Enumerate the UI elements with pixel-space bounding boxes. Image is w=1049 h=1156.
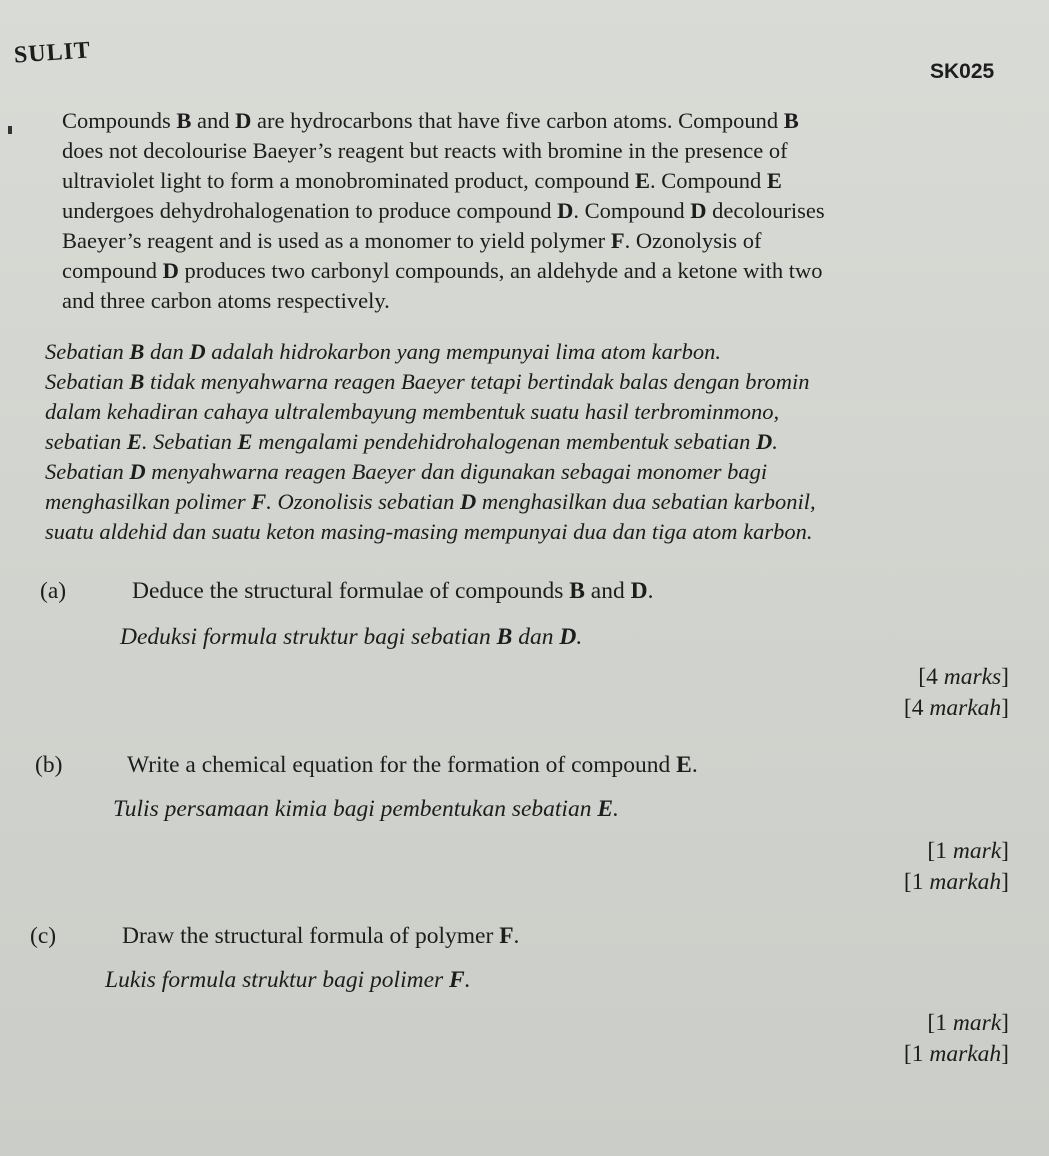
text-run: Baeyer’s reagent and is used as a monomer to yield polymer	[62, 228, 611, 253]
text-run: ultraviolet light to form a monobrominated product, compound	[62, 168, 636, 193]
marks-bracket: ]	[1001, 869, 1009, 895]
compound-label: E	[597, 796, 614, 822]
text-run: Deduksi formula struktur bagi sebatian	[120, 624, 497, 650]
compound-label: D	[630, 578, 648, 604]
compound-label: B	[569, 578, 585, 604]
compound-label: E	[676, 752, 692, 778]
marks-word: mark	[952, 1010, 1002, 1036]
question-label: (a)	[40, 578, 67, 604]
text-run: .	[772, 429, 778, 454]
text-run: menghasilkan dua sebatian karbonil,	[476, 489, 816, 514]
marks-bracket: ]	[1001, 1041, 1009, 1067]
marks-word: markah	[929, 1041, 1002, 1067]
text-run: tidak menyahwarna reagen Baeyer tetapi bertindak balas dengan bromin	[144, 369, 810, 394]
question-a	[40, 578, 653, 605]
question-a-malay	[120, 624, 582, 651]
text-line	[45, 487, 1030, 517]
compound-label: E	[635, 168, 651, 193]
text-run: .	[513, 923, 520, 949]
course-code: SK025	[930, 60, 995, 83]
marks-bracket: ]	[1001, 664, 1009, 690]
text-line	[45, 397, 1030, 427]
question-c	[30, 923, 519, 950]
marks-bracket: ]	[1001, 695, 1009, 721]
compound-label: D	[129, 459, 146, 484]
text-run: dan	[144, 339, 190, 364]
intro-english	[62, 106, 992, 316]
compound-label: E	[766, 168, 782, 193]
marks-number: [4	[918, 664, 944, 690]
compound-label: E	[126, 429, 142, 454]
marks-word: marks	[943, 664, 1002, 690]
compound-label: B	[783, 108, 799, 133]
text-run: .	[691, 752, 698, 778]
text-run: Tulis persamaan kimia bagi pembentukan sebatian	[113, 796, 598, 822]
text-line	[62, 106, 992, 136]
text-run: Draw the structural formula of polymer	[122, 923, 500, 949]
text-line	[62, 136, 992, 166]
marks-number: [1	[903, 869, 930, 895]
text-run: dalam kehadiran cahaya ultralembayung membentuk suatu hasil terbrominmono,	[45, 399, 780, 424]
text-run: .	[576, 624, 583, 650]
text-line	[62, 226, 992, 256]
text-run: sebatian	[45, 429, 127, 454]
compound-label: F	[251, 489, 267, 514]
question-b-markah	[904, 869, 1009, 896]
text-run: and	[191, 108, 236, 133]
compound-label: D	[162, 258, 179, 283]
text-run: Sebatian	[45, 339, 130, 364]
header-sulit: SULIT	[13, 37, 92, 69]
compound-label: B	[129, 369, 145, 394]
text-run: dan	[512, 624, 560, 650]
text-line	[45, 517, 1030, 547]
question-a-marks	[918, 664, 1009, 691]
marks-word: mark	[952, 838, 1002, 864]
text-run: produces two carbonyl compounds, an aldehyde and a ketone with two	[178, 258, 823, 283]
margin-mark	[8, 126, 12, 134]
question-c-malay	[105, 967, 471, 994]
text-run: mengalami pendehidrohalogenan membentuk sebatian	[252, 429, 756, 454]
text-run: Sebatian	[45, 459, 130, 484]
compound-label: D	[559, 624, 577, 650]
question-b-marks	[927, 838, 1009, 865]
marks-bracket: ]	[1001, 838, 1009, 864]
marks-word: markah	[929, 695, 1002, 721]
question-label: (b)	[35, 752, 63, 778]
marks-number: [1	[903, 1041, 930, 1067]
text-run: undergoes dehydrohalogenation to produce compound	[62, 198, 558, 223]
compound-label: D	[690, 198, 707, 223]
text-run: compound	[62, 258, 163, 283]
compound-label: D	[755, 429, 773, 454]
marks-bracket: ]	[1001, 1010, 1009, 1036]
compound-label: E	[237, 429, 253, 454]
marks-number: [4	[903, 695, 930, 721]
text-run: adalah hidrokarbon yang mempunyai lima atom karbon.	[205, 339, 722, 364]
text-run: . Compound	[573, 198, 691, 223]
marks-number: [1	[927, 1010, 953, 1036]
text-run: and three carbon atoms respectively.	[62, 288, 390, 313]
text-line	[62, 256, 992, 286]
marks-number: [1	[927, 838, 953, 864]
intro-malay	[45, 337, 1030, 547]
text-run: Lukis formula struktur bagi polimer	[105, 967, 450, 993]
marks-word: markah	[929, 869, 1002, 895]
question-c-markah	[904, 1041, 1009, 1068]
compound-label: B	[129, 339, 145, 364]
question-label: (c)	[30, 923, 57, 949]
compound-label: D	[460, 489, 477, 514]
text-line	[62, 286, 992, 316]
compound-label: B	[176, 108, 192, 133]
text-line	[45, 427, 1030, 457]
text-line	[62, 196, 992, 226]
text-line	[45, 367, 1030, 397]
text-run: are hydrocarbons that have five carbon atoms. Compound	[251, 108, 784, 133]
question-c-marks	[927, 1010, 1009, 1037]
compound-label: D	[189, 339, 206, 364]
text-line	[62, 166, 992, 196]
text-run: suatu aldehid dan suatu keton masing-masing mempunyai dua dan tiga atom karbon.	[45, 519, 813, 544]
text-run: and	[584, 578, 631, 604]
text-run: . Compound	[650, 168, 767, 193]
compound-label: D	[235, 108, 252, 133]
text-run: . Sebatian	[141, 429, 238, 454]
text-run: .	[647, 578, 654, 604]
text-run: . Ozonolisis sebatian	[266, 489, 461, 514]
compound-label: F	[499, 923, 514, 949]
text-line	[45, 457, 1030, 487]
text-run: Write a chemical equation for the formation of compound	[127, 752, 677, 778]
compound-label: F	[449, 967, 465, 993]
text-run: .	[613, 796, 619, 822]
question-a-markah	[904, 695, 1009, 722]
text-run: .	[464, 967, 471, 993]
question-b	[35, 752, 698, 779]
text-run: menyahwarna reagen Baeyer dan digunakan sebagai monomer bagi	[145, 459, 768, 484]
question-b-malay	[113, 796, 619, 823]
text-run: does not decolourise Baeyer’s reagent but reacts with bromine in the presence of	[62, 138, 788, 163]
text-run: Sebatian	[45, 369, 130, 394]
text-run: . Ozonolysis of	[624, 228, 762, 253]
compound-label: D	[557, 198, 574, 223]
compound-label: B	[496, 624, 513, 650]
text-run: menghasilkan polimer	[45, 489, 252, 514]
text-run: Deduce the structural formulae of compounds	[132, 578, 570, 604]
compound-label: F	[610, 228, 625, 253]
text-run: Compounds	[62, 108, 177, 133]
text-line	[45, 337, 1030, 367]
text-run: decolourises	[706, 198, 825, 223]
